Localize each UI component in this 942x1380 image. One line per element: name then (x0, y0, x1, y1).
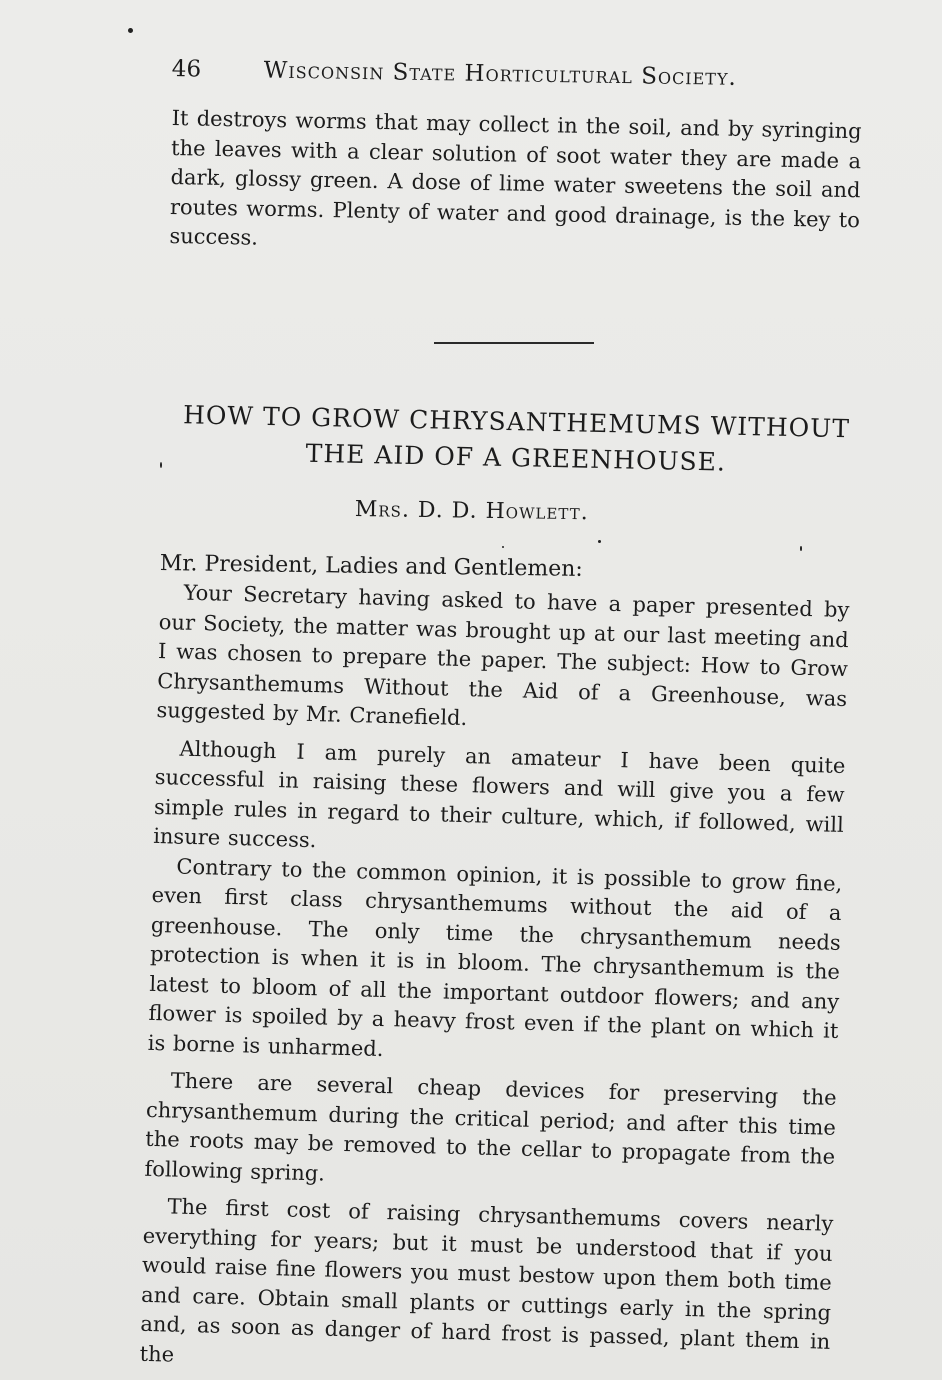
paragraph: It destroys worms that may collect in the soil, and by syringing the leaves with a clear solution of soot water they are made a dark, glossy green. A dose of lime water sweetens the soil and routes worms. Plenty of water and good drainage, is the key to success. (169, 105, 862, 250)
article-title: HOW TO GROW CHRYSANTHEMUMS WITHOUT THE AID OF A GREENHOUSE. (182, 400, 851, 477)
page-speck (160, 462, 162, 468)
paragraph: The first cost of raising chrysanthemums covers nearly everything for years; but it must be understood that if you would raise fine flowers you must bestow upon them both time and care. Obtain small plants or cuttings early in the spring and, as soon as danger of hard frost is passed, plant them in the (139, 1194, 834, 1367)
salutation: Mr. President, Ladies and Gentlemen: (159, 551, 583, 582)
page-speck (502, 546, 504, 548)
article-body (139, 578, 849, 1380)
paragraph: Your Secretary having asked to have a paper presented by our Society, the matter was brought up at our last meeting and I was chosen to prepare the paper. The subject: How to Grow Chrysanthemums Without the Aid of a Greenhouse, was suggested by Mr. Cranefield. (156, 580, 850, 731)
page-speck (598, 540, 601, 543)
page-number: 46 (171, 56, 202, 83)
paragraph: There are several cheap devices for preserving the chrysanthemum during the critical period; and after this time the roots may be removed to the cellar to propagate from the following spring. (144, 1068, 837, 1186)
page-speck (128, 28, 133, 33)
running-head: Wisconsin State Horticultural Society. (263, 57, 738, 91)
article-author: Mrs. D. D. Howlett. (354, 497, 589, 526)
section-divider (434, 342, 594, 344)
continued-paragraph (169, 104, 862, 265)
paragraph: Contrary to the common opinion, it is possible to grow fine, even first class chrysanthemums without the aid of a greenhouse. The only time the chrysanthemum needs protection is when it is in bloom. The chrysanthemum is the latest to bloom of all the important outdoor flowers; and any flower is spoiled by a heavy frost even if the plant on which it is borne is unharmed. (147, 854, 843, 1061)
page-header (171, 56, 791, 102)
paragraph: Although I am purely an amateur I have been quite successful in raising these flowers and will give you a few simple rules in regard to their culture, which, if followed, will insure success. (152, 736, 846, 853)
page-speck (800, 546, 802, 551)
